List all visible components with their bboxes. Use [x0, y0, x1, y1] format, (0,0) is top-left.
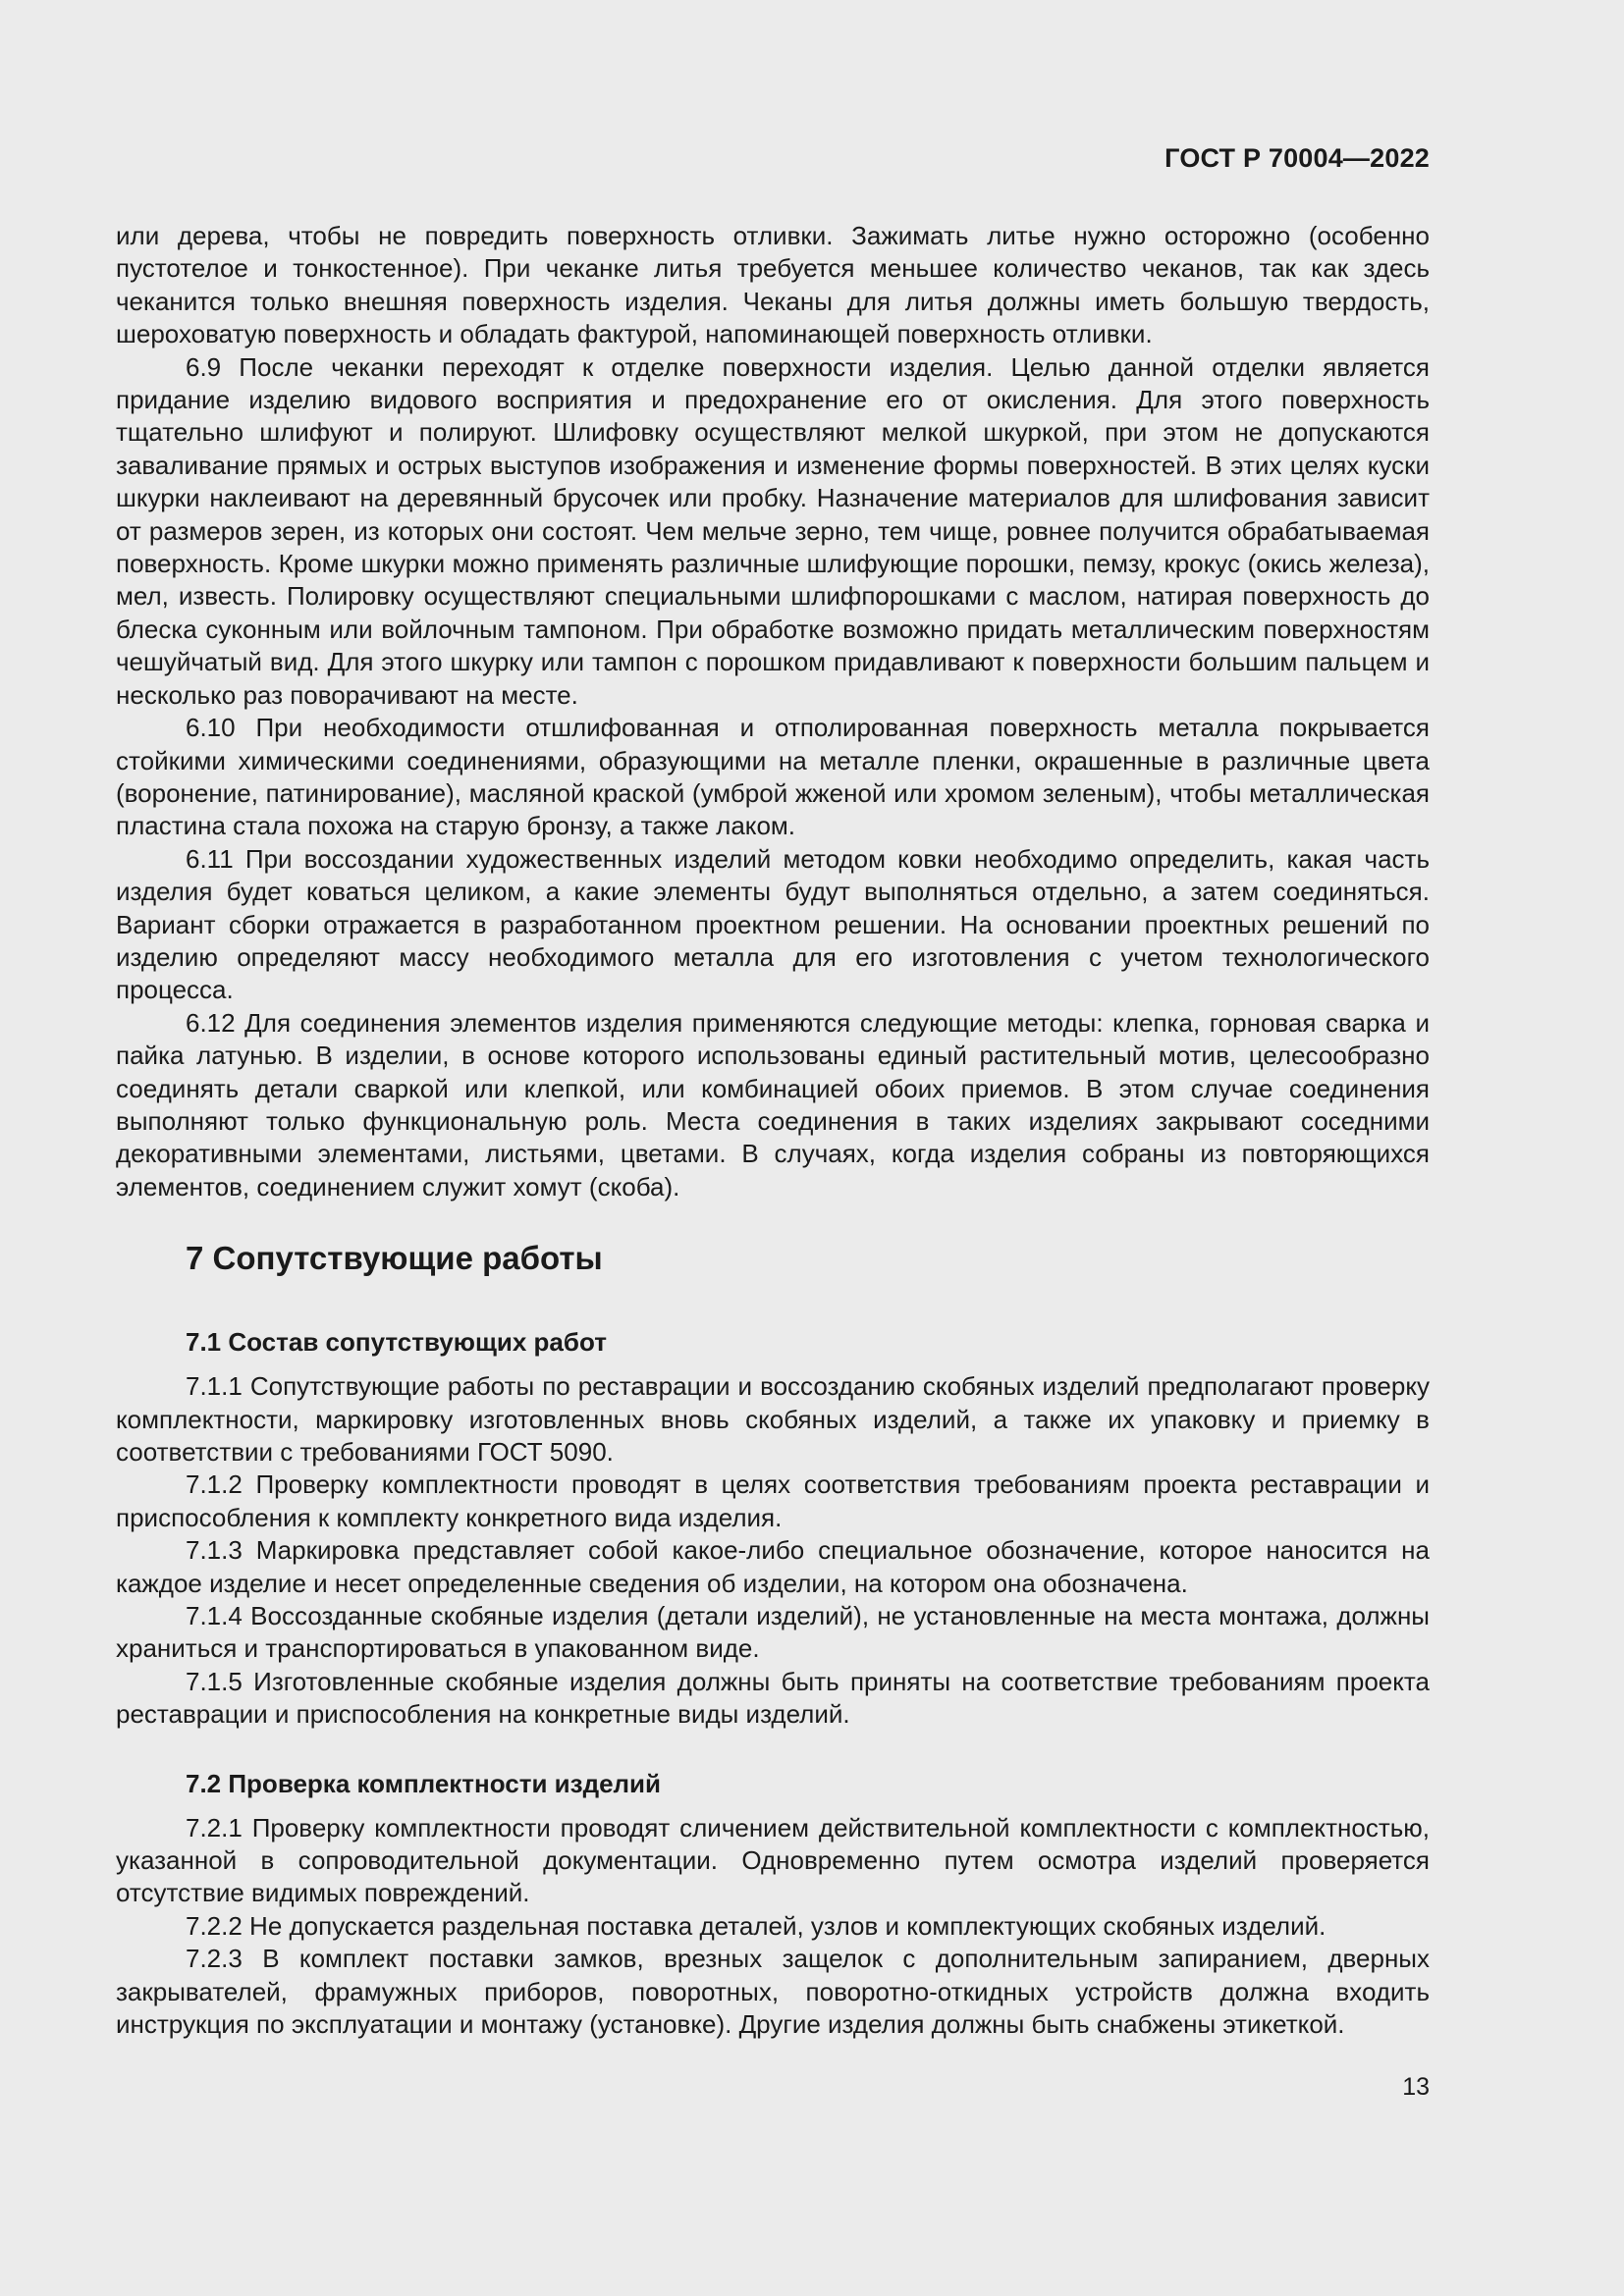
page-number: 13	[1402, 2073, 1430, 2101]
paragraph-7-1-4: 7.1.4 Воссозданные скобяные изделия (детали изделий), не установленные на места монтажа, должны храниться и транспортироваться в упакованном виде.	[116, 1601, 1430, 1664]
paragraph-7-2-2: 7.2.2 Не допускается раздельная поставка деталей, узлов и комплектующих скобяных изделий.	[186, 1910, 1326, 1941]
section-7-heading: 7 Сопутствующие работы	[186, 1240, 603, 1277]
standard-designation: ГОСТ Р 70004—2022	[1164, 143, 1430, 173]
paragraph-7-1-3: 7.1.3 Маркировка представляет собой какое-либо специальное обозначение, которое наносится на каждое изделие и несет определенные сведения об изделии, на котором она обозначена.	[116, 1535, 1430, 1598]
subsection-7-1-heading: 7.1 Состав сопутствующих работ	[186, 1327, 607, 1358]
paragraph-7-1-5: 7.1.5 Изготовленные скобяные изделия должны быть приняты на соответствие требованиям проекта реставрации и приспособления на конкретные виды изделий.	[116, 1666, 1430, 1730]
paragraph-7-1-1: 7.1.1 Сопутствующие работы по реставрации и воссозданию скобяных изделий предполагают проверку комплектности, маркировку изготовленных вновь скобяных изделий, а также их упаковку и приемку в соответствии с требованиями ГОСТ 5090.	[116, 1371, 1430, 1467]
page-content	[116, 220, 1430, 2042]
paragraph-6-11: 6.11 При воссоздании художественных изделий методом ковки необходимо определить, какая часть изделия будет коваться целиком, а какие элементы будут выполняться отдельно, а затем соединяться. Вариант сборки отражается в разработанном проектном решении. На основании проектных решений по изделию определяют массу необходимого металла для его изготовления с учетом технологического процесса.	[116, 843, 1430, 1005]
paragraph-7-2-3: 7.2.3 В комплект поставки замков, врезных защелок с дополнительным запиранием, дверных закрывателей, фрамужных приборов, поворотных, поворотно-откидных устройств должна входить инструкция по эксплуатации и монтажу (установке). Другие изделия должны быть снабжены этикеткой.	[116, 1944, 1430, 2040]
paragraph-7-1-2: 7.1.2 Проверку комплектности проводят в целях соответствия требованиям проекта реставрации и приспособления к комплекту конкретного вида изделия.	[116, 1469, 1430, 1532]
paragraph-6-12: 6.12 Для соединения элементов изделия применяются следующие методы: клепка, горновая сварка и пайка латунью. В изделии, в основе которого использованы единый растительный мотив, целесообразно соединять детали сваркой или клепкой, или комбинацией обоих приемов. В этом случае соединения выполняют только функциональную роль. Места соединения в таких изделиях закрывают соседними декоративными элементами, листьями, цветами. В случаях, когда изделия собраны из повторяющихся элементов, соединением служит хомут (скоба).	[116, 1007, 1430, 1201]
paragraph-6-10: 6.10 При необходимости отшлифованная и отполированная поверхность металла покрывается стойкими химическими соединениями, образующими на металле пленки, окрашенные в различные цвета (воронение, патинирование), масляной краской (умброй жженой или хромом зеленым), чтобы металлическая пластина стала похожа на старую бронзу, а также лаком.	[116, 713, 1430, 841]
paragraph-7-2-1: 7.2.1 Проверку комплектности проводят сличением действительной комплектности с комплектностью, указанной в сопроводительной документации. Одновременно путем осмотра изделий проверяется отсутствие видимых повреждений.	[116, 1812, 1430, 1908]
paragraph-continuation: или дерева, чтобы не повредить поверхность отливки. Зажимать литье нужно осторожно (особенно пустотелое и тонкостенное). При чеканке литья требуется меньшее количество чеканов, так как здесь чеканится только внешняя поверхность изделия. Чеканы для литья должны иметь большую твердость, шероховатую поверхность и обладать фактурой, напоминающей поверхность отливки.	[116, 221, 1430, 349]
subsection-7-2-heading: 7.2 Проверка комплектности изделий	[186, 1768, 662, 1798]
paragraph-6-9: 6.9 После чеканки переходят к отделке поверхности изделия. Целью данной отделки является придание изделию видового восприятия и предохранение его от окисления. Для этого поверхность тщательно шлифуют и полируют. Шлифовку осуществляют мелкой шкуркой, при этом не допускаются заваливание прямых и острых выступов изображения и изменение формы поверхностей. В этих целях куски шкурки наклеивают на деревянный брусочек или пробку. Назначение материалов для шлифования зависит от размеров зерен, из которых они состоят. Чем мельче зерно, тем чище, ровнее получится обрабатываемая поверхность. Кроме шкурки можно применять различные шлифующие порошки, пемзу, крокус (окись железа), мел, известь. Полировку осуществляют специальными шлифпорошками с маслом, натирая поверхность до блеска суконным или войлочным тампоном. При обработке возможно придать металлическим поверхностям чешуйчатый вид. Для этого шкурку или тампон с порошком придавливают к поверхности большим пальцем и несколько раз поворачивают на месте.	[116, 351, 1430, 710]
